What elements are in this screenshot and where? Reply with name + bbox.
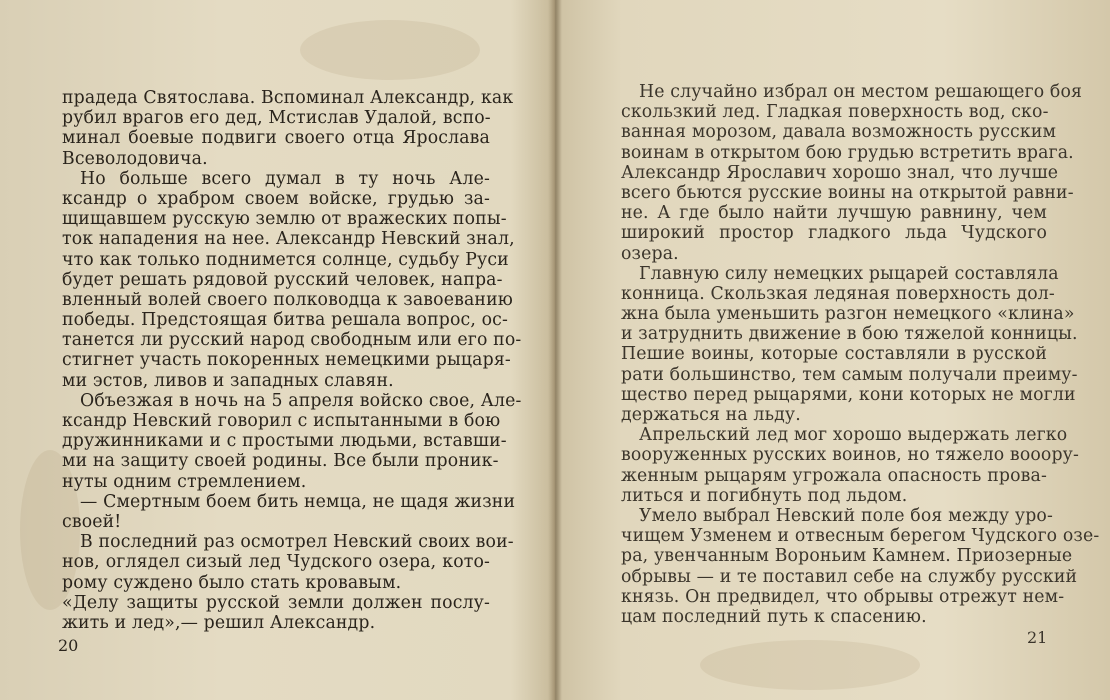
text-line: князь. Он предвидел, что обрывы отрежут нем- [621, 586, 1065, 607]
right-page [557, 0, 1110, 700]
left-page-number: 20 [58, 636, 79, 655]
left-page [0, 0, 553, 700]
text-line: широкий простор гладкого льда Чудского [621, 223, 1047, 244]
text-line: Александр Ярославич хорошо знал, что лучше [621, 162, 1059, 183]
text-line: что как только поднимется солнце, судьбу Руси [62, 249, 509, 270]
text-line: вооруженных русских воинов, но тяжело вооору- [621, 445, 1079, 466]
text-line: всего бьются русские воины на открытой равни- [621, 182, 1074, 203]
text-line: Но больше всего думал в ту ночь Але- [80, 168, 490, 189]
text-line: стигнет участь покоренных немецкими рыцаря- [62, 350, 511, 371]
text-line: Не случайно избрал он местом решающего боя [639, 82, 1083, 102]
text-line: «Делу защиты русской земли должен послу- [62, 592, 490, 613]
text-line: Объезжая в ночь на 5 апреля войско свое, Але- [80, 390, 522, 411]
text-line: танется ли русский народ свободным или его по- [62, 330, 522, 351]
text-line: воинам в открытом бою грудью встретить врага. [621, 142, 1074, 163]
text-line: ми на защиту своей родины. Все были проник- [62, 451, 499, 472]
text-line: не. А где было найти лучшую равнину, чем [621, 203, 1047, 224]
text-line: ток нападения на нее. Александр Невский знал, [62, 229, 515, 250]
text-line: ксандр Невский говорил с испытанными в бою [62, 411, 501, 431]
text-line: Умело выбрал Невский поле боя между уро- [639, 505, 1053, 526]
text-line: минал боевые подвиги своего отца Ярослава [62, 128, 490, 149]
text-line: Всеволодовича. [62, 148, 208, 169]
text-line: обрывы — и те поставил себе на службу русский [621, 566, 1078, 587]
text-line: литься и погибнуть под льдом. [621, 485, 908, 506]
text-line: рубил врагов его дед, Мстислав Удалой, вспо- [62, 108, 491, 129]
text-line: будет решать рядовой русский человек, напра- [62, 269, 503, 290]
text-line: Апрельский лед мог хорошо выдержать легко [639, 425, 1068, 446]
text-line: жить и лед»,— решил Александр. [62, 612, 376, 633]
text-line: В последний раз осмотрел Невский своих вои- [80, 532, 514, 553]
right-page-number: 21 [1027, 628, 1048, 647]
text-line: ксандр о храбром своем войске, грудью за- [62, 188, 490, 209]
text-line: победы. Предстоящая битва решала вопрос, ос- [62, 310, 508, 331]
text-line: рати большинство, тем самым получали преиму- [621, 364, 1078, 385]
text-line: нов, оглядел сизый лед Чудского озера, кото- [62, 552, 490, 573]
text-line: озера. [621, 243, 679, 264]
text-line: скользкий лед. Гладкая поверхность вод, ско- [621, 102, 1049, 123]
text-line: нуты одним стремлением. [62, 471, 307, 492]
text-line: и затруднить движение в бою тяжелой конницы. [621, 324, 1078, 345]
text-line: дружинниками и с простыми людьми, вставши- [62, 431, 507, 452]
text-line: ра, увенчанным Вороньим Камнем. Приозерные [621, 546, 1073, 567]
text-line: вленный волей своего полководца к завоеванию [62, 289, 513, 310]
text-line: ми эстов, ливов и западных славян. [62, 370, 394, 391]
text-line: своей! [62, 511, 122, 532]
text-line: конница. Скользкая ледяная поверхность дол- [621, 283, 1055, 304]
text-line: цам последний путь к спасению. [621, 606, 927, 627]
text-line: держаться на льду. [621, 405, 801, 425]
text-line: ванная морозом, давала возможность русским [621, 122, 1057, 143]
text-line: Главную силу немецких рыцарей составляла [639, 263, 1059, 284]
text-line: женным рыцарям угрожала опасность прова- [621, 465, 1047, 486]
text-line: чищем Узменем и отвесным берегом Чудского озе- [621, 526, 1100, 547]
text-line: Пешие воины, которые составляли в русской [621, 344, 1047, 365]
text-line: прадеда Святослава. Вспоминал Александр, как [62, 88, 514, 108]
right-page-text [621, 82, 1100, 627]
text-line: жна была уменьшить разгон немецкого «клина» [621, 304, 1075, 325]
text-line: — Смертным боем бить немца, не щадя жизни [80, 491, 516, 512]
text-line: щищавшем русскую землю от вражеских попы- [62, 209, 507, 230]
left-page-text [62, 88, 522, 633]
text-line: щество перед рыцарями, кони которых не могли [621, 384, 1076, 405]
text-line: рому суждено было стать кровавым. [62, 572, 402, 593]
